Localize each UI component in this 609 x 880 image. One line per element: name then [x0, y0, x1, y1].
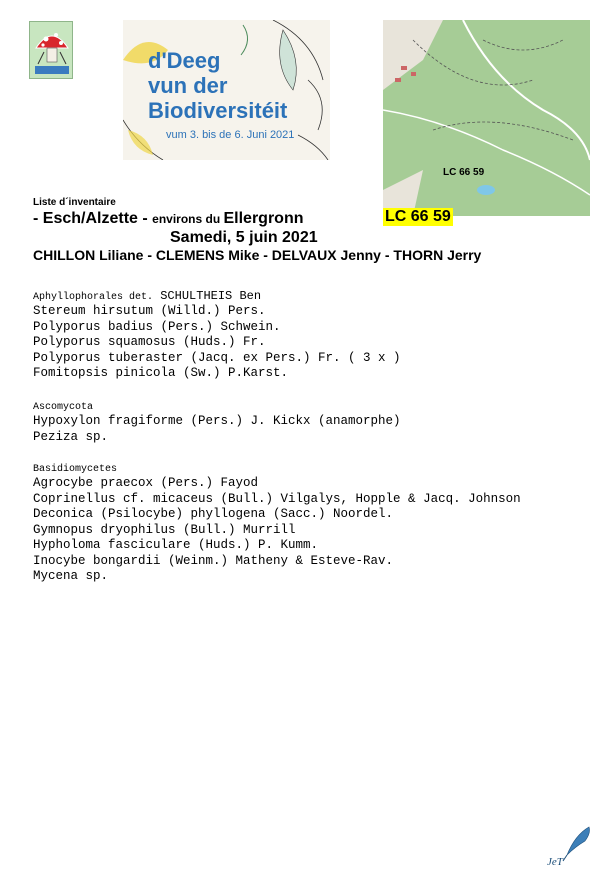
list-item: Gymnopus dryophilus (Bull.) Murrill [33, 522, 296, 537]
signature-text: JeT [547, 856, 563, 868]
location-line [33, 210, 304, 228]
grid-reference: LC 66 59 [385, 208, 451, 225]
topographic-map-icon [383, 20, 590, 216]
list-item: Polyporus tuberaster (Jacq. ex Pers.) Fr. ( 3 x ) [33, 350, 401, 365]
map-label: LC 66 59 [443, 167, 485, 178]
location-map [383, 20, 590, 216]
list-item: Deconica (Psilocybe) phyllogena (Sacc.) Noordel. [33, 507, 394, 521]
section-ascomycota [33, 402, 401, 445]
participants: CHILLON Liliane - CLEMENS Mike - DELVAUX Jenny - THORN Jerry [33, 247, 482, 263]
section-heading-label: Aphyllophorales det. [33, 292, 154, 303]
biodiversity-banner [123, 20, 330, 160]
list-item: Agrocybe praecox (Pers.) Fayod [33, 476, 259, 490]
list-item: Peziza sp. [33, 429, 109, 444]
signature-quill-icon [545, 825, 593, 870]
survey-date: Samedi, 5 juin 2021 [170, 229, 318, 246]
banner-line-2: vun der [148, 73, 228, 98]
section-basidiomycetes [33, 464, 521, 585]
list-item: Stereum hirsutum (Willd.) Pers. [33, 304, 266, 318]
list-item: Coprinellus cf. micaceus (Bull.) Vilgalys, Hopple & Jacq. Johnson [33, 491, 521, 506]
list-item: Hypoxylon fragiforme (Pers.) J. Kickx (anamorphe) [33, 414, 401, 428]
banner-dates: vum 3. bis de 6. Juni 2021 [166, 129, 295, 141]
section-aphyllophorales [33, 290, 401, 382]
list-item: Mycena sp. [33, 569, 109, 583]
section-heading [33, 290, 401, 304]
list-item: Inocybe bongardii (Weinm.) Matheny & Esteve-Rav. [33, 553, 394, 568]
section-heading: Ascomycota [33, 402, 94, 413]
banner-line-1: d'Deeg [148, 48, 221, 73]
location: - Esch/Alzette - [33, 210, 153, 227]
banner-line-3: Biodiversitéit [148, 98, 288, 123]
list-item: Polyporus badius (Pers.) Schwein. [33, 319, 281, 334]
mushroom-logo-icon [29, 21, 73, 79]
list-item: Polyporus squamosus (Huds.) Fr. [33, 335, 266, 349]
list-item: Hypholoma fasciculare (Huds.) P. Kumm. [33, 538, 319, 552]
list-item: Fomitopsis pinicola (Sw.) P.Karst. [33, 366, 289, 380]
site-name: Ellergronn [223, 210, 304, 227]
section-collector: SCHULTHEIS Ben [153, 289, 262, 303]
inventory-title: Liste d´inventaire [33, 197, 116, 208]
section-heading: Basidiomycetes [33, 464, 118, 475]
environs-label: environs du [152, 212, 224, 226]
